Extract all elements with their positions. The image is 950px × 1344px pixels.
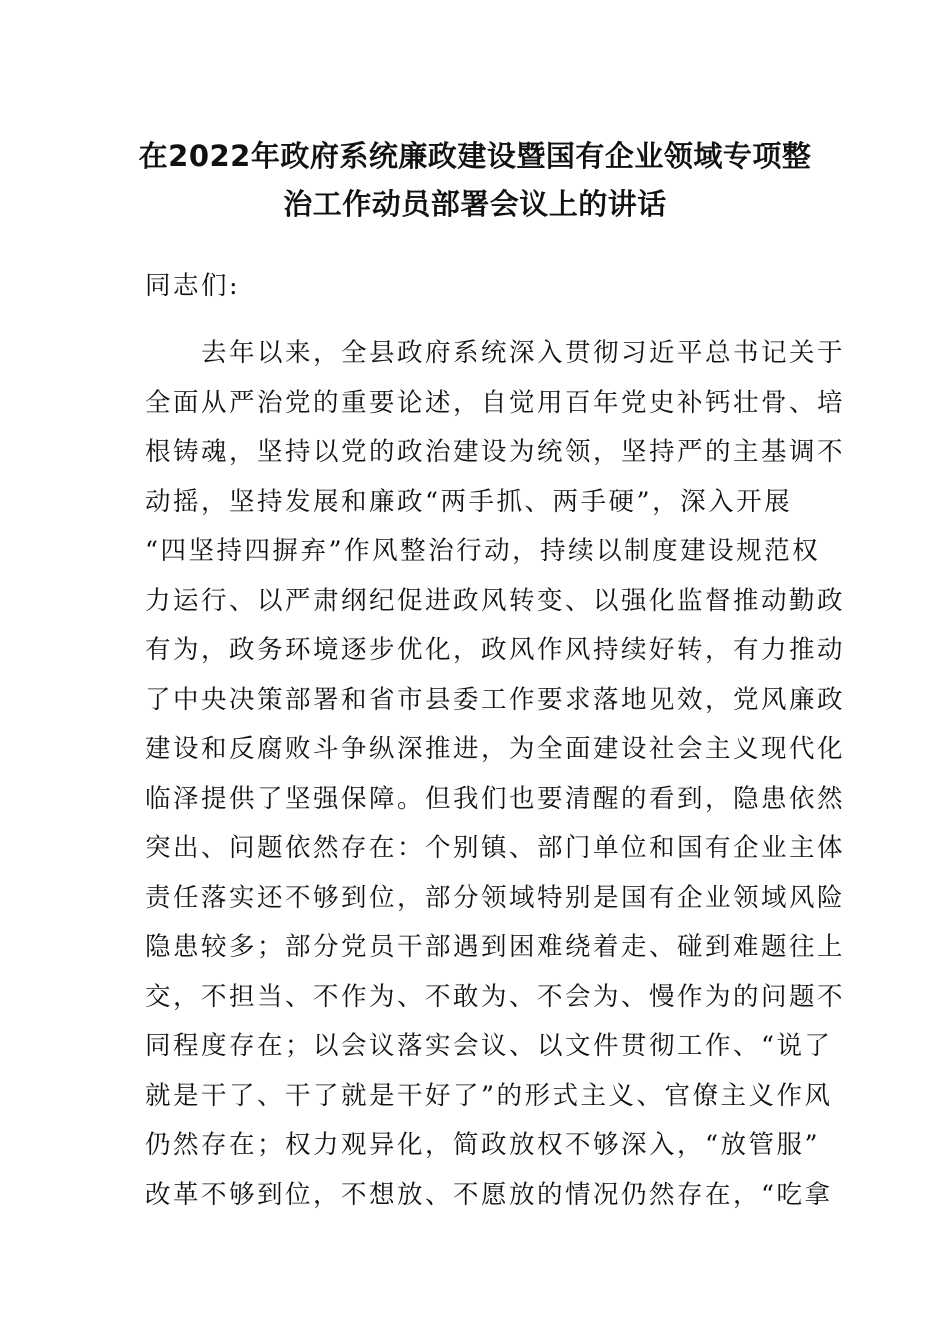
paragraph-line: 去年以来，全县政府系统深入贯彻习近平总书记关于: [145, 338, 846, 368]
salutation: 同志们:: [145, 271, 241, 301]
paragraph-line: “四坚持四摒弃”作风整治行动，持续以制度建设规范权: [145, 536, 821, 566]
paragraph-line: 隐患较多；部分党员干部遇到困难绕着走、碰到难题往上: [145, 932, 846, 962]
document-title-line-1: 在2022年政府系统廉政建设暨国有企业领域专项整: [138, 139, 812, 173]
paragraph-line: 根铸魂，坚持以党的政治建设为统领，坚持严的主基调不: [145, 437, 846, 467]
document-title-line-2: 治工作动员部署会议上的讲话: [283, 187, 667, 221]
paragraph-line: 建设和反腐败斗争纵深推进，为全面建设社会主义现代化: [145, 734, 846, 764]
paragraph-line: 突出、问题依然存在：个别镇、部门单位和国有企业主体: [145, 833, 846, 863]
paragraph-line: 就是干了、干了就是干好了”的形式主义、官僚主义作风: [145, 1080, 833, 1111]
paragraph-line: 临泽提供了坚强保障。但我们也要清醒的看到，隐患依然: [145, 783, 846, 814]
paragraph-line: 改革不够到位，不想放、不愿放的情况仍然存在，“吃拿: [145, 1179, 833, 1210]
paragraph-line: 有为，政务环境逐步优化，政风作风持续好转，有力推动: [145, 635, 846, 665]
paragraph-line: 了中央决策部署和省市县委工作要求落地见效，党风廉政: [145, 684, 846, 715]
paragraph-line: 全面从严治党的重要论述，自觉用百年党史补钙壮骨、培: [145, 387, 846, 418]
paragraph-line: 仍然存在；权力观异化，简政放权不够深入，“放管服”: [145, 1130, 821, 1160]
paragraph-line: 交，不担当、不作为、不敢为、不会为、慢作为的问题不: [145, 981, 846, 1012]
paragraph-line: 同程度存在；以会议落实会议、以文件贯彻工作、“说了: [145, 1031, 833, 1061]
paragraph-line: 责任落实还不够到位，部分领域特别是国有企业领域风险: [145, 882, 846, 913]
paragraph-line: 力运行、以严肃纲纪促进政风转变、以强化监督推动勤政: [145, 585, 846, 616]
paragraph-line: 动摇，坚持发展和廉政“两手抓、两手硬”，深入开展: [145, 486, 793, 517]
